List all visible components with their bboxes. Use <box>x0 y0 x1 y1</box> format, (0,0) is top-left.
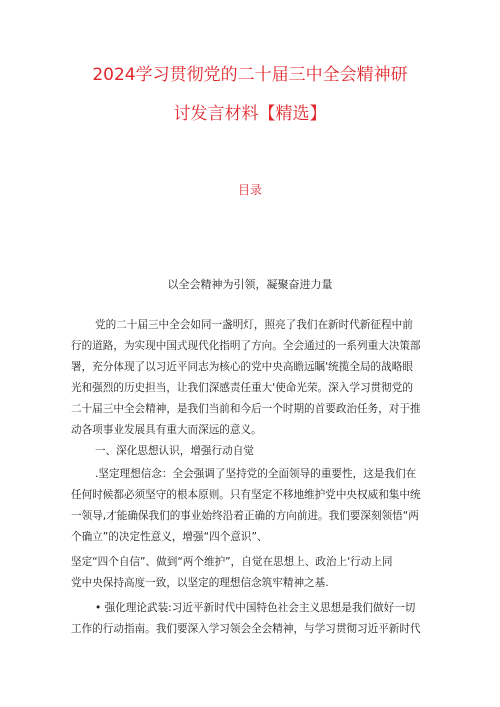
paragraph1-line: 光和强烈的历史担当，让我们深感责任重大'使命光荣。深入学习贯彻党的 <box>71 382 413 394</box>
paragraph1-line: 二十届三中全会精神，是我们当前和今后一个时期的首要政治任务，对于推 <box>71 403 421 415</box>
paragraph2-line: 一领导,才能确保我们的事业始终沿着正确的方向前进。我们要深刻领悟“两 <box>71 510 419 522</box>
paragraph1-line: 动各项事业发展具有重大而深远的意义。 <box>71 424 262 436</box>
paragraph4-line: • 强化理论武装:习近平新时代中国特色社会主义思想是我们做好一切 <box>95 602 416 614</box>
toc-heading: 目录 <box>237 183 262 197</box>
paragraph2-line: .坚定理想信念：全会强调了坚持党的全面领导的重要性，这是我们在 <box>95 468 417 480</box>
paragraph3-line: 党中央保持高度一致，以坚定的理想信念筑牢精神之基. <box>71 577 329 589</box>
document-title-line1: 2024学习贯彻党的二十届三中全会精神研 <box>92 65 408 85</box>
document-title-line2: 讨发言材料【精选】 <box>173 104 327 124</box>
paragraph1-line: 署，充分体现了以习近平同志为核心的党中央高瞻远瞩'统揽全局的战略眼 <box>71 361 413 373</box>
section1-heading: 一、深化思想认识，增强行动自觉 <box>95 445 254 457</box>
paragraph1-line: 党的二十届三中全会如同一盏明灯，照亮了我们在新时代新征程中前 <box>95 319 413 331</box>
paragraph2-line: 个确立”的决定性意义，增强“四个意识”、 <box>71 531 268 543</box>
paragraph2-line: 任何时候都必须坚守的根本原则。只有坚定不移地维护党中央权威和集中统 <box>71 489 421 501</box>
paragraph1-line: 行的道路，为实现中国式现代化指明了方向。全会通过的一系列重大决策部 <box>71 340 421 352</box>
paragraph4-line: 工作的行动指南。我们要深入学习领会全会精神，与学习贯彻习近平新时代 <box>71 623 421 635</box>
section-subtitle: 以全会精神为引领，凝聚奋进力量 <box>167 278 333 291</box>
paragraph3-line: 坚定“四个自信”、做到“两个维护”，自觉在思想上、政治上'行动上同 <box>71 556 393 568</box>
